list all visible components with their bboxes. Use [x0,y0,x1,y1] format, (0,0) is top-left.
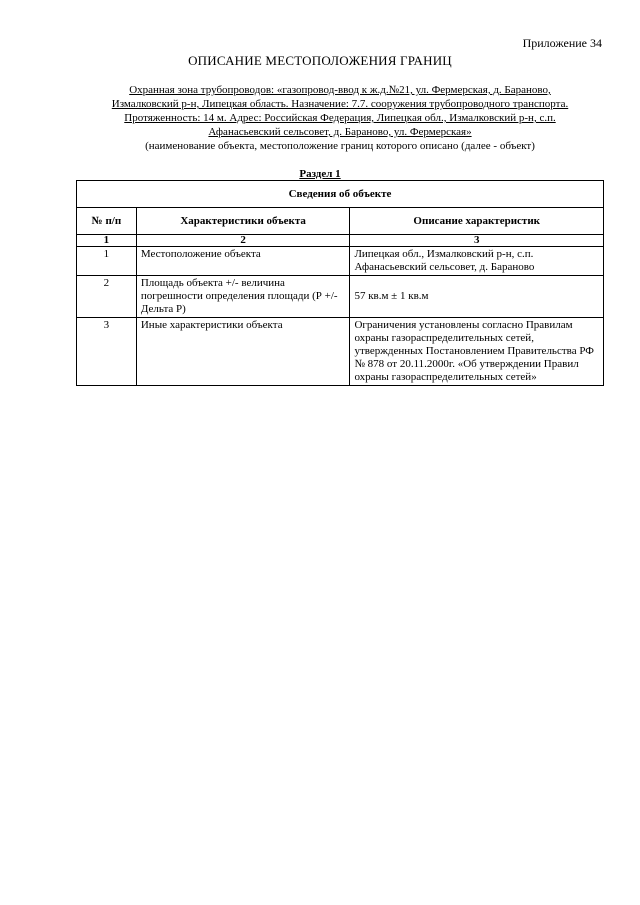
object-description [76,83,604,153]
document-title: ОПИСАНИЕ МЕСТОПОЛОЖЕНИЯ ГРАНИЦ [188,53,452,68]
row-description: 57 кв.м ± 1 кв.м [350,276,604,318]
description-line-4: Афанасьевский сельсовет, д. Бараново, ул. Фермерская» [208,126,472,138]
description-note: (наименование объекта, местоположение границ которого описано (далее - объект) [145,140,535,152]
table-row [77,318,604,386]
row-num: 2 [77,276,137,318]
column-number-2: 2 [136,235,350,247]
table-caption: Сведения об объекте [77,181,604,208]
row-description: Липецкая обл., Измалковский р-н, с.п. Афанасьевский сельсовет, д. Бараново [350,247,604,276]
table-row [77,276,604,318]
description-line-1: Охранная зона трубопроводов: «газопровод-ввод к ж.д.№21, ул. Фермерская, д. Бараново, [129,84,551,96]
table-row [77,247,604,276]
object-info-table [76,180,604,386]
column-header-num: № п/п [77,208,137,235]
row-characteristic: Площадь объекта +/- величина погрешности определения площади (Р +/- Дельта Р) [136,276,350,318]
column-number-3: 3 [350,235,604,247]
row-num: 1 [77,247,137,276]
description-line-2: Измалковский р-н, Липецкая область. Назначение: 7.7. сооружения трубопроводного транспорта. [111,98,569,110]
description-line-3: Протяженность: 14 м. Адрес: Российская Федерация, Липецкая обл., Измалковский р-н, с.п. [124,112,556,124]
section-title: Раздел 1 [299,168,341,180]
column-number-row [77,235,604,247]
row-description: Ограничения установлены согласно Правилам охраны газораспределительных сетей, утвержденных Постановлением Правительства РФ № 878 от 20.11.2000г. «Об утверждении Правил охраны газораспределительных сетей» [350,318,604,386]
table-header-row [77,208,604,235]
column-number-1: 1 [77,235,137,247]
row-characteristic: Местоположение объекта [136,247,350,276]
column-header-description: Описание характеристик [350,208,604,235]
column-header-characteristic: Характеристики объекта [136,208,350,235]
table-caption-row [77,181,604,208]
appendix-label: Приложение 34 [522,36,602,50]
row-num: 3 [77,318,137,386]
row-characteristic: Иные характеристики объекта [136,318,350,386]
